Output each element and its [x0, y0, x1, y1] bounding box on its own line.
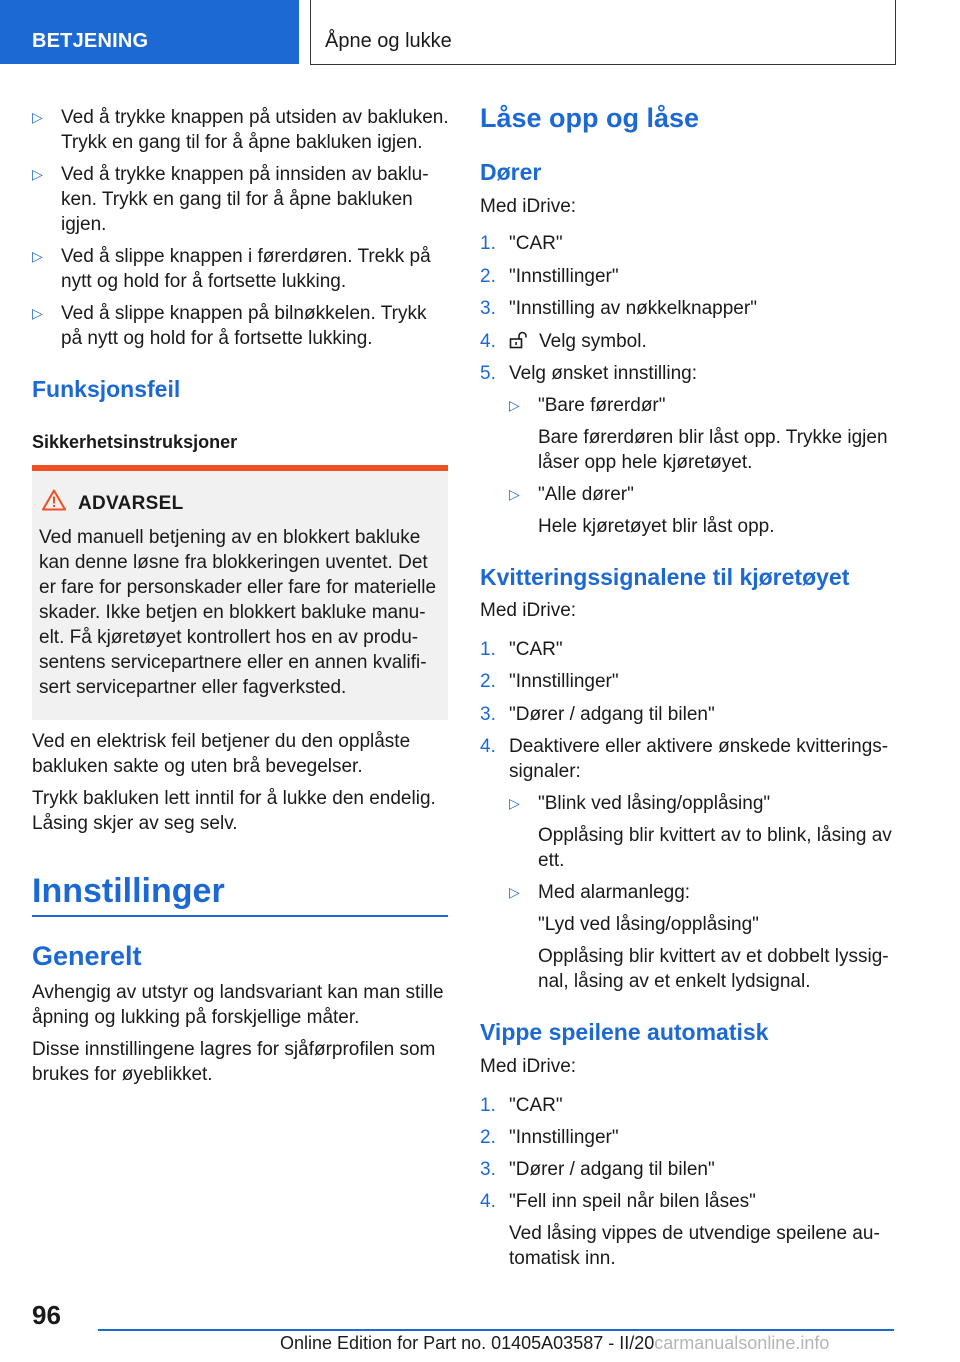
header-section-label: BETJENING: [32, 30, 149, 52]
option-label: "Bare førerdør": [538, 395, 666, 416]
description-line: nal, låsing av et enkelt lydsignal.: [538, 971, 811, 992]
description-line: Ved låsing vippes de utvendige speilene au-: [509, 1223, 880, 1244]
description-line: Hele kjøretøyet blir låst opp.: [538, 516, 775, 537]
triangle-bullet-icon: ▷: [32, 305, 43, 321]
paragraph-line: Låsing skjer av seg selv.: [32, 813, 238, 834]
option-label: "Blink ved låsing/opplåsing": [538, 793, 771, 814]
triangle-bullet-icon: ▷: [509, 795, 520, 811]
footer-edition: [280, 1333, 829, 1354]
triangle-bullet-icon: ▷: [32, 109, 43, 125]
bullet-line: Ved å trykke knappen på innsiden av baklu-: [61, 164, 429, 185]
warning-text: [39, 525, 444, 700]
bullet-line: på nytt og hold for å fortsette lukking.: [61, 328, 373, 349]
paragraph-close-tailgate: [32, 786, 436, 836]
warning-line: Ved manuell betjening av en blokkert bakluke: [39, 527, 421, 548]
step-text: "CAR": [509, 233, 563, 254]
step-text: "Innstillinger": [509, 671, 619, 692]
paragraph-line: Trykk bakluken lett inntil for å lukke den endelig.: [32, 788, 436, 809]
heading-safety-instructions: Sikkerhetsinstruksjoner: [32, 432, 238, 452]
paragraph-line: bakluken sakte og uten brå bevegelser.: [32, 756, 363, 777]
step-text: "Innstilling av nøkkelknapper": [509, 298, 757, 319]
doors-intro: Med iDrive:: [480, 196, 577, 217]
heading-underline: [32, 915, 448, 917]
bullet-line: Ved å slippe knappen på bilnøkkelen. Trykk: [61, 303, 427, 324]
paragraph-line: brukes for øyeblikket.: [32, 1064, 213, 1085]
warning-line: skader. Ikke betjen en blokkert bakluke manu-: [39, 602, 426, 623]
bullet-line: Ved å slippe knappen i førerdøren. Trekk på: [61, 246, 431, 267]
paragraph-line: åpning og lukking på forskjellige måter.: [32, 1007, 360, 1028]
step-text: "CAR": [509, 1095, 563, 1116]
step-text: Velg symbol.: [539, 331, 647, 352]
description-line: "Lyd ved låsing/opplåsing": [538, 914, 759, 935]
description-line: låser opp hele kjøretøyet.: [538, 452, 753, 473]
step-text: "Dører / adgang til bilen": [509, 704, 715, 725]
option-label: "Alle dører": [538, 484, 634, 505]
paragraph-profile: [32, 1037, 435, 1087]
header-chapter-title: Åpne og lukke: [325, 30, 452, 52]
paragraph-line: Avhengig av utstyr og landsvariant kan man stille: [32, 982, 444, 1003]
bullet-line: ken. Trykk en gang til for å åpne bakluken: [61, 189, 413, 210]
bullet-line: Trykk en gang til for å åpne bakluken igjen.: [61, 132, 423, 153]
description-line: Bare førerdøren blir låst opp. Trykke igjen: [538, 427, 888, 448]
warning-title: ADVARSEL: [78, 493, 184, 514]
option-description: [538, 514, 775, 539]
triangle-bullet-icon: ▷: [509, 397, 520, 413]
step-text: signaler:: [509, 761, 581, 782]
unlock-symbol-icon: [509, 331, 529, 349]
heading-acknowledgement-signals: Kvitteringssignalene til kjøretøyet: [480, 564, 850, 590]
description-line: tomatisk inn.: [509, 1248, 616, 1269]
warning-line: sentens servicepartnere eller en annen kvalifi-: [39, 652, 427, 673]
option-label: Med alarmanlegg:: [538, 882, 691, 903]
heading-innstillinger: Innstillinger: [32, 872, 225, 910]
heading-mirror-tilt: Vippe speilene automatisk: [480, 1019, 769, 1045]
heading-funksjonsfeil: Funksjonsfeil: [32, 376, 181, 402]
mirror-description: [509, 1221, 880, 1271]
option-description: [538, 912, 889, 994]
step-text: Velg ønsket innstilling:: [509, 363, 697, 384]
step-text: "Fell inn speil når bilen låses": [509, 1191, 756, 1212]
warning-line: kan denne løsne fra blokkeringen uventet. Det: [39, 552, 428, 573]
kvitt-intro: Med iDrive:: [480, 600, 577, 621]
heading-doors: Dører: [480, 159, 542, 185]
footer-rule: [98, 1329, 894, 1331]
step-text: "Dører / adgang til bilen": [509, 1159, 715, 1180]
step-text: Deaktivere eller aktivere ønskede kvitterings-: [509, 736, 889, 757]
step-text: "Innstillinger": [509, 1127, 619, 1148]
paragraph-line: Ved en elektrisk feil betjener du den opplåste: [32, 731, 411, 752]
paragraph-electrical-fault: [32, 729, 410, 779]
description-line: Opplåsing blir kvittert av et dobbelt lyssig-: [538, 946, 889, 967]
bullet-line: Ved å trykke knappen på utsiden av bakluken.: [61, 107, 449, 128]
warning-line: er fare for personskader eller fare for materielle: [39, 577, 437, 598]
step-text: "Innstillinger": [509, 266, 619, 287]
warning-line: sert servicepartner eller fagverksted.: [39, 677, 347, 698]
warning-triangle-icon: [42, 489, 66, 511]
description-line: ett.: [538, 850, 565, 871]
bullet-line: igjen.: [61, 214, 107, 235]
mirror-intro: Med iDrive:: [480, 1056, 577, 1077]
triangle-bullet-icon: ▷: [509, 884, 520, 900]
step-text: "CAR": [509, 639, 563, 660]
footer-edition-text: Online Edition for Part no. 01405A03587 - II/20: [280, 1333, 655, 1353]
footer-watermark: carmanualsonline.info: [654, 1333, 830, 1353]
description-line: Opplåsing blir kvittert av to blink, låsing av: [538, 825, 892, 846]
heading-generelt: Generelt: [32, 941, 142, 971]
option-description: [538, 425, 888, 475]
paragraph-general: [32, 980, 444, 1030]
bullet-line: nytt og hold for å fortsette lukking.: [61, 271, 347, 292]
page-number: 96: [32, 1300, 61, 1330]
triangle-bullet-icon: ▷: [509, 486, 520, 502]
warning-line: elt. Få kjøretøyet kontrollert hos en av produ-: [39, 627, 419, 648]
heading-unlock-lock: Låse opp og låse: [480, 103, 700, 133]
triangle-bullet-icon: ▷: [32, 248, 43, 264]
option-description: [538, 823, 892, 873]
triangle-bullet-icon: ▷: [32, 166, 43, 182]
paragraph-line: Disse innstillingene lagres for sjåførprofilen som: [32, 1039, 436, 1060]
